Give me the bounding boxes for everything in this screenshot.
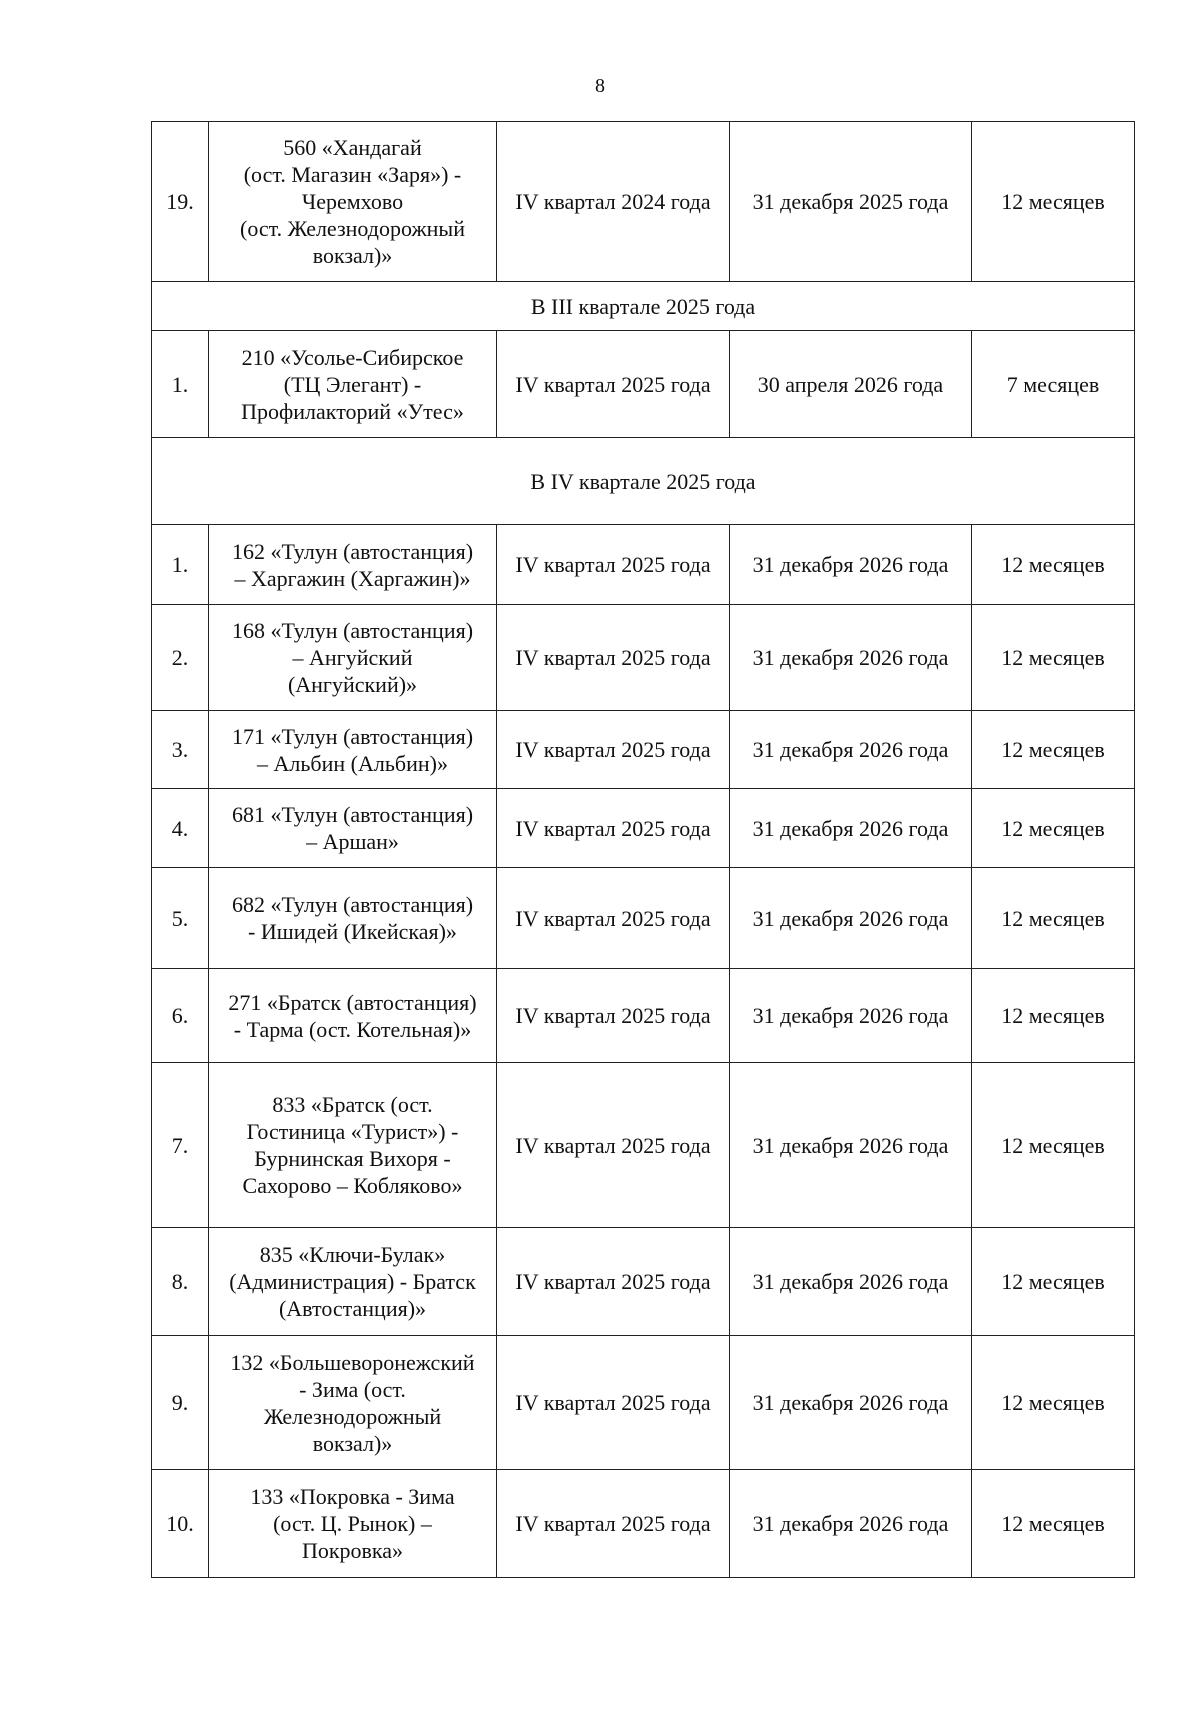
route-name: 162 «Тулун (автостанция) – Харгажин (Харгажин)» <box>209 525 497 605</box>
table-row <box>152 1470 1135 1578</box>
start-period: IV квартал 2025 года <box>497 969 730 1063</box>
route-name: 835 «Ключи-Булак» (Администрация) - Братск (Автостанция)» <box>209 1228 497 1336</box>
row-number: 10. <box>152 1470 209 1578</box>
term-duration: 12 месяцев <box>972 789 1135 868</box>
start-period: IV квартал 2025 года <box>497 868 730 969</box>
row-number: 2. <box>152 605 209 711</box>
table-row <box>152 969 1135 1063</box>
row-number: 1. <box>152 331 209 438</box>
row-number: 9. <box>152 1336 209 1470</box>
start-period: IV квартал 2025 года <box>497 1336 730 1470</box>
table-row <box>152 868 1135 969</box>
table-row <box>152 1228 1135 1336</box>
route-name: 210 «Усолье-Сибирское (ТЦ Элегант) - Профилакторий «Утес» <box>209 331 497 438</box>
route-name: 271 «Братск (автостанция) - Тарма (ост. Котельная)» <box>209 969 497 1063</box>
route-name: 833 «Братск (ост. Гостиница «Турист») - Бурнинская Вихоря - Сахорово – Кобляково» <box>209 1063 497 1228</box>
section-row <box>152 282 1135 331</box>
term-duration: 12 месяцев <box>972 711 1135 789</box>
end-date: 31 декабря 2026 года <box>730 711 972 789</box>
route-name: 681 «Тулун (автостанция) – Аршан» <box>209 789 497 868</box>
route-name: 168 «Тулун (автостанция) – Ангуйский (Ангуйский)» <box>209 605 497 711</box>
term-duration: 12 месяцев <box>972 868 1135 969</box>
section-heading: В IV квартале 2025 года <box>152 438 1135 525</box>
end-date: 31 декабря 2026 года <box>730 969 972 1063</box>
end-date: 31 декабря 2026 года <box>730 1470 972 1578</box>
term-duration: 12 месяцев <box>972 525 1135 605</box>
end-date: 31 декабря 2026 года <box>730 605 972 711</box>
term-duration: 12 месяцев <box>972 1336 1135 1470</box>
route-name: 560 «Хандагай (ост. Магазин «Заря») - Черемхово (ост. Железнодорожный вокзал)» <box>209 122 497 282</box>
section-heading: В III квартале 2025 года <box>152 282 1135 331</box>
table-row <box>152 789 1135 868</box>
route-name: 133 «Покровка - Зима (ост. Ц. Рынок) – Покровка» <box>209 1470 497 1578</box>
row-number: 7. <box>152 1063 209 1228</box>
term-duration: 12 месяцев <box>972 1228 1135 1336</box>
start-period: IV квартал 2025 года <box>497 1228 730 1336</box>
start-period: IV квартал 2025 года <box>497 1470 730 1578</box>
end-date: 31 декабря 2026 года <box>730 789 972 868</box>
table-row <box>152 1336 1135 1470</box>
row-number: 1. <box>152 525 209 605</box>
end-date: 30 апреля 2026 года <box>730 331 972 438</box>
row-number: 3. <box>152 711 209 789</box>
table-row <box>152 711 1135 789</box>
term-duration: 12 месяцев <box>972 122 1135 282</box>
row-number: 5. <box>152 868 209 969</box>
start-period: IV квартал 2025 года <box>497 331 730 438</box>
term-duration: 12 месяцев <box>972 1063 1135 1228</box>
page-number: 8 <box>595 75 605 97</box>
table-row <box>152 525 1135 605</box>
row-number: 19. <box>152 122 209 282</box>
route-name: 682 «Тулун (автостанция) - Ишидей (Икейская)» <box>209 868 497 969</box>
start-period: IV квартал 2024 года <box>497 122 730 282</box>
row-number: 8. <box>152 1228 209 1336</box>
table-row <box>152 1063 1135 1228</box>
term-duration: 12 месяцев <box>972 1470 1135 1578</box>
start-period: IV квартал 2025 года <box>497 525 730 605</box>
end-date: 31 декабря 2026 года <box>730 525 972 605</box>
end-date: 31 декабря 2026 года <box>730 868 972 969</box>
end-date: 31 декабря 2026 года <box>730 1228 972 1336</box>
start-period: IV квартал 2025 года <box>497 789 730 868</box>
term-duration: 12 месяцев <box>972 969 1135 1063</box>
term-duration: 7 месяцев <box>972 331 1135 438</box>
row-number: 4. <box>152 789 209 868</box>
row-number: 6. <box>152 969 209 1063</box>
table-row <box>152 331 1135 438</box>
table-row <box>152 122 1135 282</box>
term-duration: 12 месяцев <box>972 605 1135 711</box>
start-period: IV квартал 2025 года <box>497 605 730 711</box>
table-row <box>152 605 1135 711</box>
route-name: 132 «Большеворонежский - Зима (ост. Железнодорожный вокзал)» <box>209 1336 497 1470</box>
route-name: 171 «Тулун (автостанция) – Альбин (Альбин)» <box>209 711 497 789</box>
start-period: IV квартал 2025 года <box>497 1063 730 1228</box>
end-date: 31 декабря 2026 года <box>730 1063 972 1228</box>
end-date: 31 декабря 2026 года <box>730 1336 972 1470</box>
routes-table <box>151 121 1135 1578</box>
end-date: 31 декабря 2025 года <box>730 122 972 282</box>
start-period: IV квартал 2025 года <box>497 711 730 789</box>
section-row <box>152 438 1135 525</box>
